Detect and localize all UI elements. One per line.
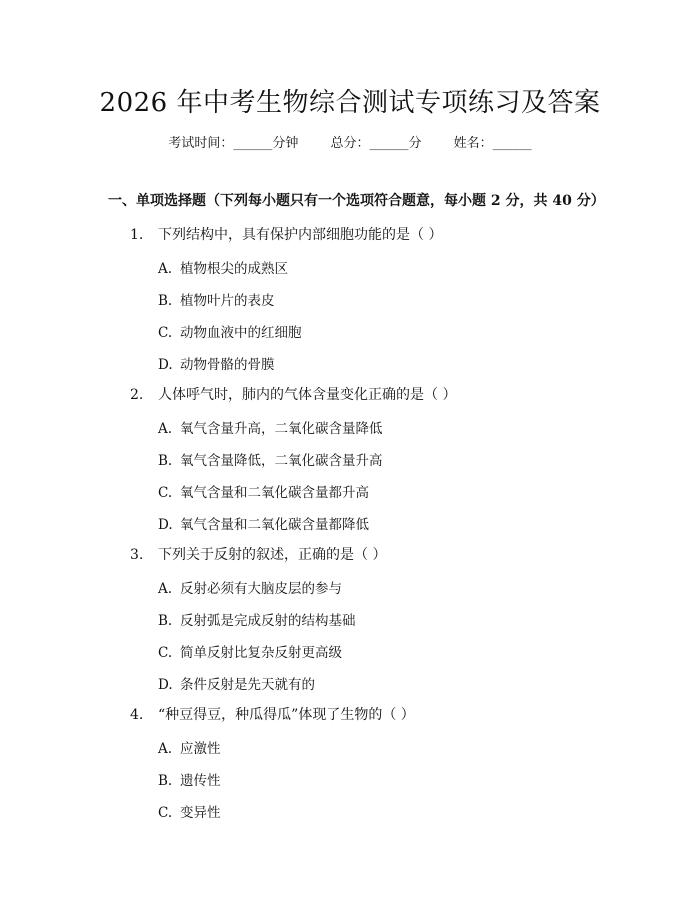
question-text: “种豆得豆，种瓜得瓜”体现了生物的（ ） xyxy=(158,707,415,723)
option-label: C. xyxy=(158,805,173,821)
option-text: 变异性 xyxy=(180,805,221,821)
option-label: B. xyxy=(158,773,173,789)
option-3c xyxy=(158,641,342,661)
option-text: 反射弧是完成反射的结构基础 xyxy=(180,613,356,629)
option-text: 动物血液中的红细胞 xyxy=(180,325,302,341)
student-name: 姓名：______ xyxy=(453,136,532,151)
question-number: 1. xyxy=(130,227,144,243)
option-label: C. xyxy=(158,325,173,341)
option-3a xyxy=(158,577,342,597)
option-4b xyxy=(158,769,221,789)
option-3d xyxy=(158,673,315,693)
option-1d xyxy=(158,353,275,373)
question-number: 2. xyxy=(130,387,144,403)
option-4c xyxy=(158,801,221,821)
option-label: D. xyxy=(158,677,173,693)
option-1a xyxy=(158,257,288,277)
option-2c xyxy=(158,481,369,501)
question-number: 4. xyxy=(130,707,144,723)
option-text: 应激性 xyxy=(180,741,221,757)
question-text: 人体呼气时，肺内的气体含量变化正确的是（ ） xyxy=(158,387,457,403)
option-4a xyxy=(158,737,221,757)
option-label: A. xyxy=(158,741,173,757)
option-label: C. xyxy=(158,485,173,501)
option-text: 植物叶片的表皮 xyxy=(180,293,275,309)
option-label: A. xyxy=(158,581,173,597)
option-label: A. xyxy=(158,421,173,437)
option-text: 氧气含量降低，二氧化碳含量升高 xyxy=(180,453,383,469)
option-text: 简单反射比复杂反射更高级 xyxy=(180,645,342,661)
exam-time: 考试时间：______分钟 xyxy=(168,136,299,151)
section-heading: 一、单项选择题（下列每小题只有一个选项符合题意，每小题 2 分，共 40 分） xyxy=(108,193,605,209)
option-2a xyxy=(158,417,383,437)
exam-meta xyxy=(0,132,700,151)
option-label: A. xyxy=(158,261,173,277)
question-4 xyxy=(130,704,415,724)
option-2d xyxy=(158,513,369,533)
option-1c xyxy=(158,321,302,341)
question-3 xyxy=(130,544,386,564)
option-label: D. xyxy=(158,517,173,533)
option-2b xyxy=(158,449,383,469)
option-text: 植物根尖的成熟区 xyxy=(180,261,288,277)
question-text: 下列关于反射的叙述，正确的是（ ） xyxy=(158,547,387,563)
option-label: C. xyxy=(158,645,173,661)
page-title: 2026 年中考生物综合测试专项练习及答案 xyxy=(99,88,601,118)
option-text: 氧气含量和二氧化碳含量都升高 xyxy=(180,485,369,501)
option-3b xyxy=(158,609,356,629)
question-2 xyxy=(130,384,456,404)
option-text: 动物骨骼的骨膜 xyxy=(180,357,275,373)
option-1b xyxy=(158,289,275,309)
question-number: 3. xyxy=(130,547,144,563)
option-text: 氧气含量升高，二氧化碳含量降低 xyxy=(180,421,383,437)
question-1 xyxy=(130,224,442,244)
option-text: 反射必须有大脑皮层的参与 xyxy=(180,581,342,597)
exam-score: 总分：______分 xyxy=(330,136,422,151)
option-text: 遗传性 xyxy=(180,773,221,789)
option-label: B. xyxy=(158,453,173,469)
option-text: 氧气含量和二氧化碳含量都降低 xyxy=(180,517,369,533)
option-label: B. xyxy=(158,293,173,309)
question-text: 下列结构中，具有保护内部细胞功能的是（ ） xyxy=(158,227,443,243)
option-label: D. xyxy=(158,357,173,373)
option-label: B. xyxy=(158,613,173,629)
option-text: 条件反射是先天就有的 xyxy=(180,677,315,693)
